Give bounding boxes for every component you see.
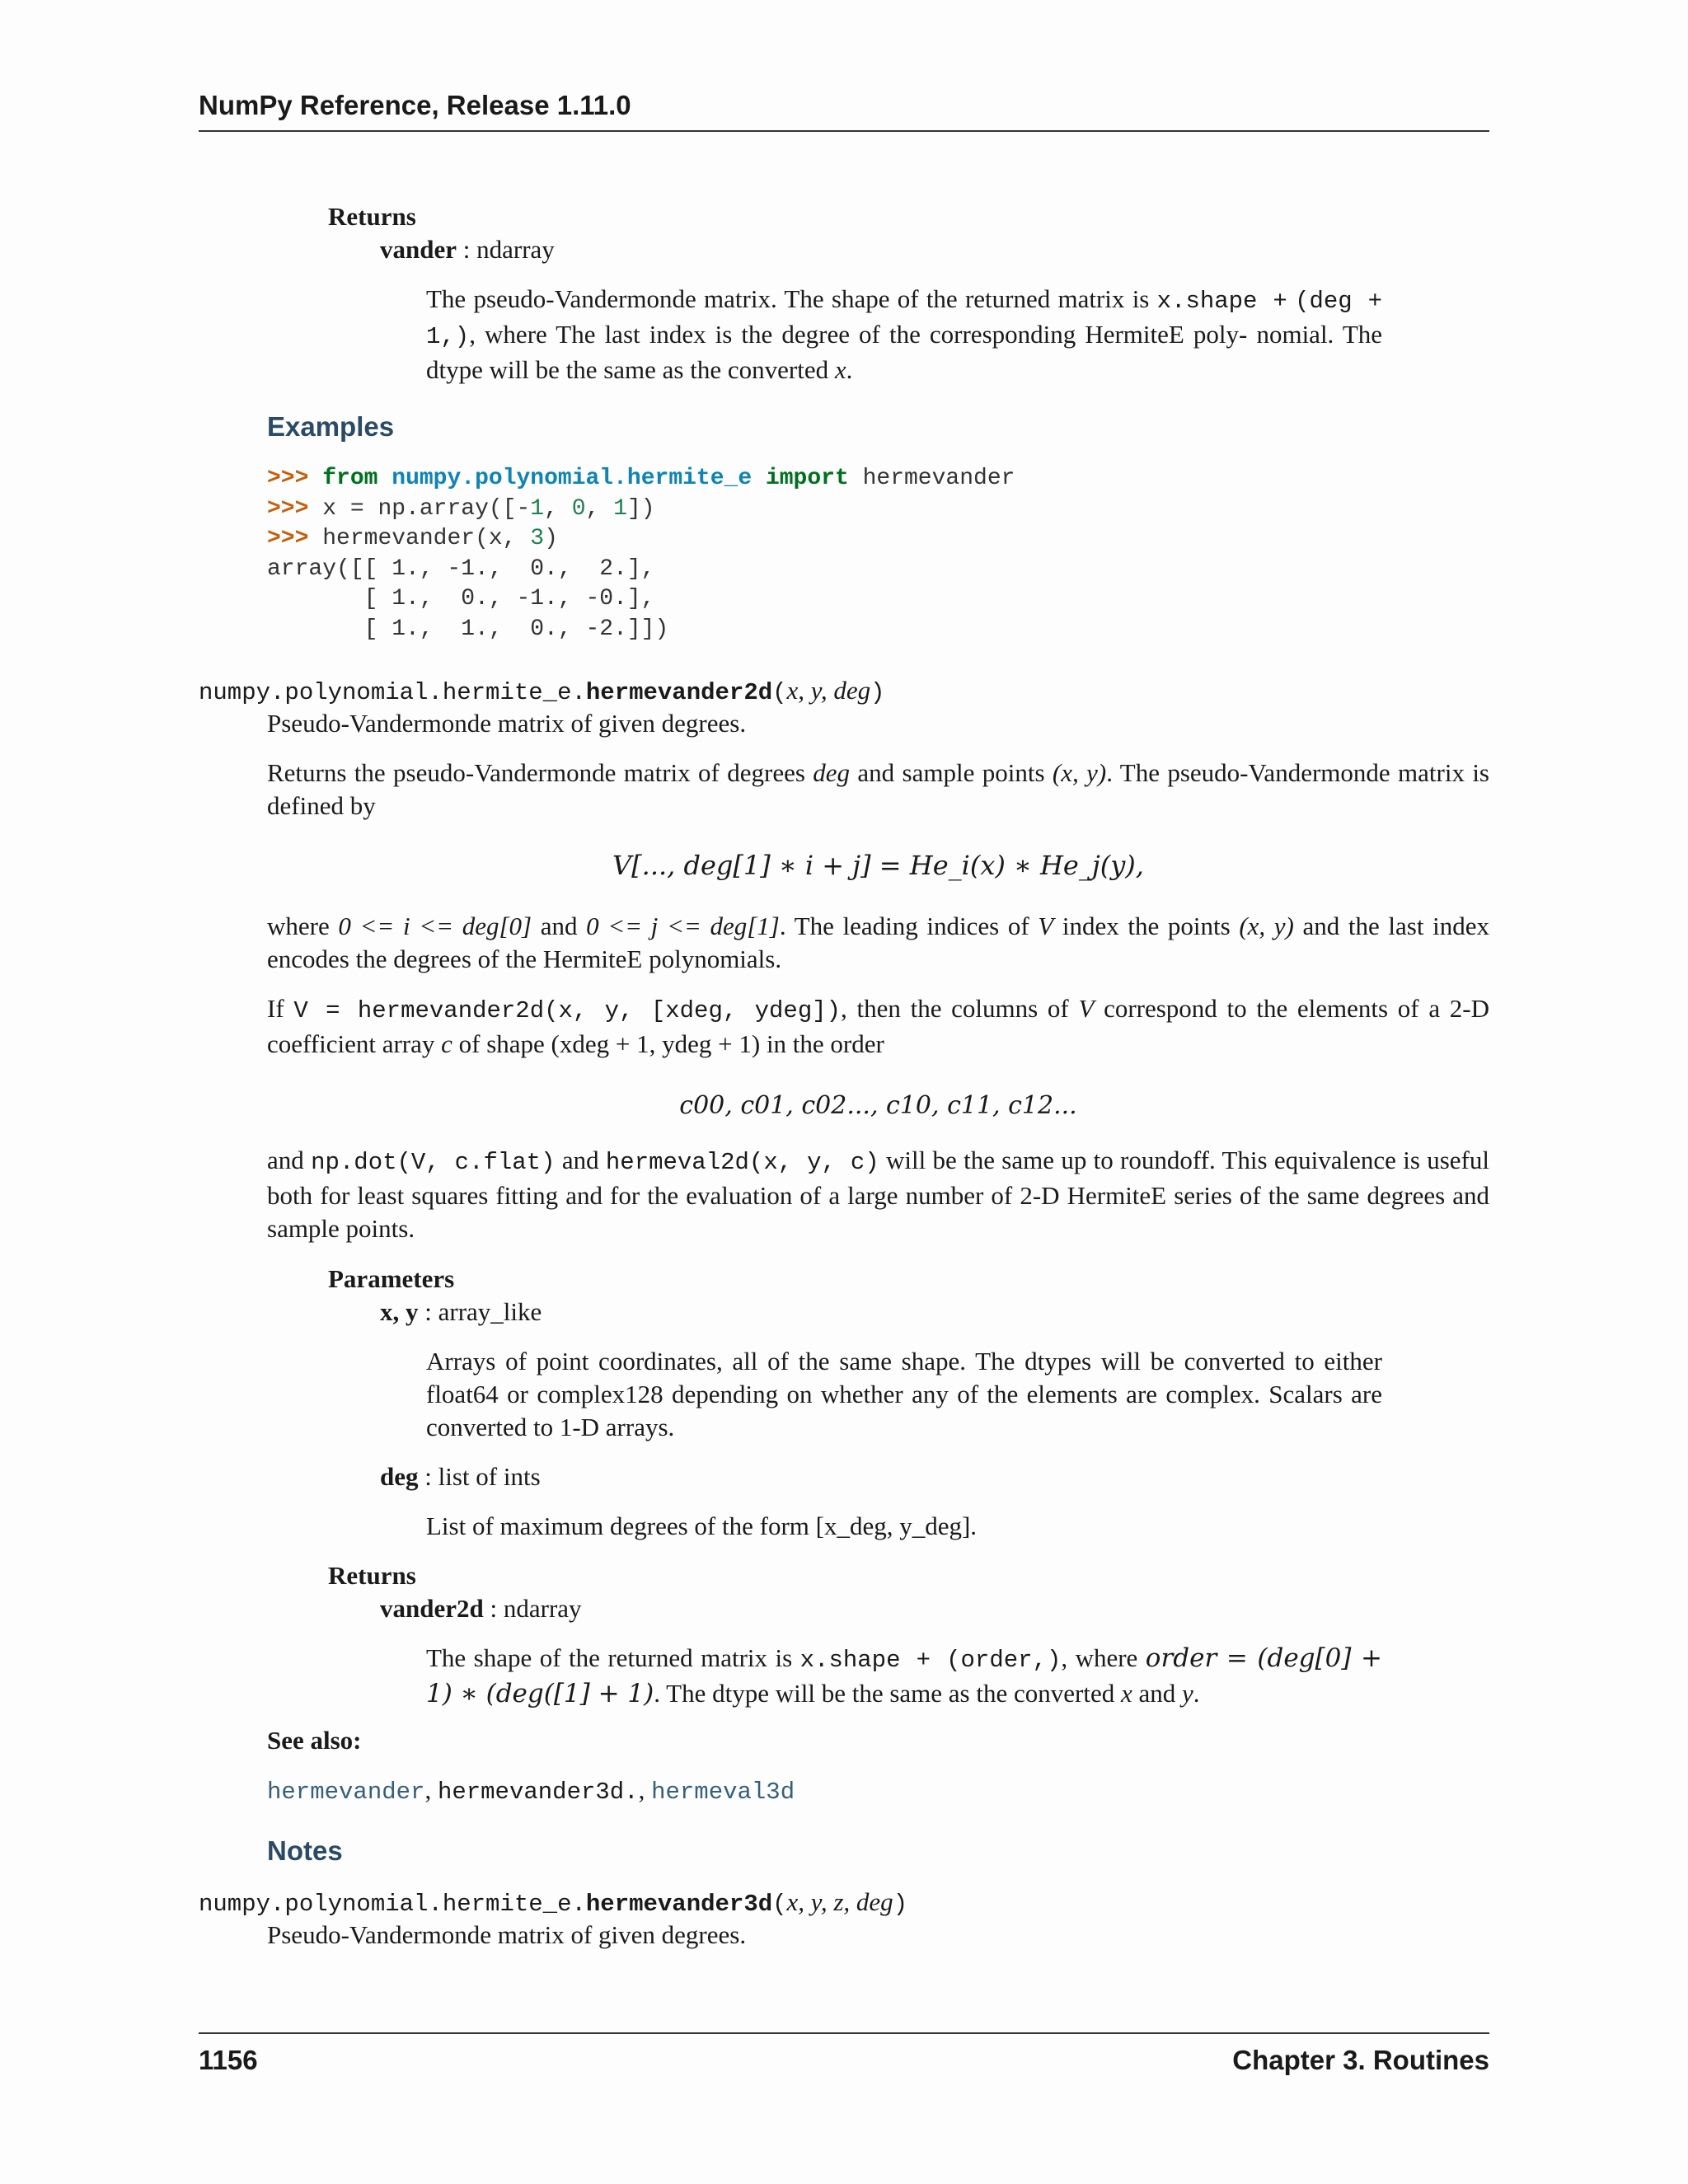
running-footer: [199, 2044, 1489, 2077]
text: . The leading indices of: [779, 912, 1039, 940]
inline-code: V = hermevander2d(x, y, [xdeg, ydeg]): [293, 997, 842, 1024]
number: 0: [571, 495, 586, 522]
function-summary: Pseudo-Vandermonde matrix of given degrees.: [267, 1920, 747, 1949]
number: 1: [613, 495, 627, 522]
parameters-label: Parameters: [328, 1264, 455, 1293]
paragraph: [267, 757, 1489, 823]
paren: (: [772, 1891, 787, 1918]
text: where: [267, 912, 339, 940]
chapter-title: Chapter 3. Routines: [1232, 2045, 1489, 2075]
text: and sample points: [850, 758, 1053, 787]
return-type: : ndarray: [457, 235, 555, 264]
see-also-list: [267, 1774, 795, 1809]
param-deg: [380, 1460, 541, 1493]
function-signature-hermevander3d: [199, 1886, 907, 1921]
text: and the last index encodes the degrees of the HermiteE polynomials.: [267, 912, 1489, 973]
see-also-link-hermeval3d[interactable]: hermeval3d: [651, 1779, 795, 1806]
module-name: numpy.polynomial.hermite_e: [392, 466, 753, 491]
equation-text: c00, c01, c02..., c10, c11, c12...: [679, 1091, 1077, 1120]
text: Returns the pseudo-Vandermonde matrix of degrees: [267, 758, 814, 787]
inline-code: np.dot(V, c.flat): [311, 1149, 556, 1176]
code-example: [267, 464, 1015, 644]
keyword: import: [765, 466, 849, 491]
text: If: [267, 994, 294, 1023]
function-signature-hermevander2d: [199, 674, 885, 710]
param-name: deg: [380, 1462, 419, 1491]
text: and: [532, 912, 587, 940]
code-text: hermevander(x,: [322, 526, 531, 551]
return-name: vander: [380, 235, 457, 264]
text: . The pseudo-Vandermonde matrix is defined by: [267, 758, 1489, 820]
inline-code: x.shape + (order,): [799, 1647, 1062, 1674]
paragraph: [267, 1144, 1489, 1245]
return-type: : ndarray: [483, 1594, 582, 1623]
text: of shape (xdeg + 1, ydeg + 1) in the order: [452, 1029, 884, 1058]
paren: ): [870, 679, 885, 706]
variable: x: [1120, 1679, 1132, 1708]
code-text: ,: [544, 495, 572, 522]
variable: (x, y): [1239, 912, 1294, 940]
text: and: [1132, 1679, 1182, 1708]
text: will be the same up to roundoff. This equivalence is useful both for least squares fitting and for the evaluation of a large number of 2-D HermiteE series of the same degrees and sample points.: [267, 1146, 1489, 1243]
prompt: >>>: [267, 466, 309, 491]
paragraph: [267, 992, 1489, 1061]
variable: 0 <= j <= deg[1]: [586, 912, 780, 940]
variable: deg: [813, 758, 851, 787]
return-field: [380, 233, 555, 266]
text: index the points: [1053, 912, 1240, 940]
code-text: ): [544, 526, 558, 551]
function-args: x, y, deg: [786, 676, 871, 705]
inline-code: (deg + 1,): [426, 288, 1383, 350]
function-name: hermevander3d: [585, 1891, 773, 1918]
running-header: NumPy Reference, Release 1.11.0: [199, 90, 631, 120]
variable: 0 <= i <= deg[0]: [338, 912, 532, 940]
returns-label: Returns: [328, 202, 416, 231]
text: The pseudo-Vandermonde matrix. The shape of the returned matrix is: [426, 284, 1157, 313]
inline-code: hermeval2d(x, y, c): [605, 1149, 879, 1176]
variable: V: [1038, 912, 1054, 940]
variable: y: [1181, 1679, 1193, 1708]
param-description: List of maximum degrees of the form [x_deg, y_deg].: [426, 1511, 978, 1540]
variable: x: [834, 355, 846, 384]
see-also-label: See also:: [267, 1726, 362, 1755]
keyword: from: [322, 466, 378, 491]
param-name: x, y: [380, 1297, 419, 1326]
paragraph: [267, 910, 1489, 976]
return-description: [426, 283, 1382, 387]
text: The shape of the returned matrix is: [426, 1643, 800, 1672]
number: 1: [530, 495, 545, 522]
code-output: [ 1., 1., 0., -2.]]): [267, 616, 669, 642]
examples-heading: Examples: [267, 411, 395, 442]
footer-rule: [199, 2032, 1489, 2034]
param-type: : list of ints: [418, 1462, 541, 1491]
param-description: Arrays of point coordinates, all of the same shape. The dtypes will be converted to either float64 or complex128 depending on whether any of the elements are complex. Scalars are converted to 1-D arrays.: [426, 1347, 1382, 1441]
inline-code: x.shape +: [1156, 288, 1287, 315]
text: , where: [1061, 1643, 1146, 1672]
module-prefix: numpy.polynomial.hermite_e.: [199, 1891, 586, 1918]
page-number: 1156: [199, 2045, 258, 2075]
text: , where The last index is the degree of the corresponding HermiteE poly-: [469, 320, 1248, 349]
text: and: [555, 1146, 606, 1174]
text: .: [1193, 1679, 1200, 1708]
text: .: [846, 355, 853, 384]
text: . The dtype will be the same as the converted: [654, 1679, 1121, 1708]
paren: ): [893, 1891, 908, 1918]
param-type: : array_like: [418, 1297, 542, 1326]
inline-equation: order = (deg[0] + 1) ∗ (deg([1] + 1): [426, 1643, 1382, 1708]
module-prefix: numpy.polynomial.hermite_e.: [199, 679, 586, 706]
separator: ,: [424, 1775, 438, 1804]
text: and: [267, 1146, 312, 1174]
prompt: >>>: [267, 526, 309, 551]
see-also-item-hermevander3d: hermevander3d.: [437, 1779, 639, 1806]
code-text: ]): [626, 495, 655, 522]
variable: V: [1078, 994, 1095, 1023]
notes-heading: Notes: [267, 1835, 343, 1866]
text: correspond to the elements of a 2-D coefficient array: [267, 994, 1489, 1058]
function-name: hermevander2d: [585, 679, 773, 706]
code-text: ,: [585, 495, 614, 522]
equation-vandermonde: [267, 849, 1489, 882]
return-field: [380, 1592, 582, 1625]
code-output: array([[ 1., -1., 0., 2.],: [267, 555, 655, 582]
function-summary: Pseudo-Vandermonde matrix of given degrees.: [267, 709, 747, 738]
number: 3: [530, 526, 545, 551]
return-name: vander2d: [380, 1594, 484, 1623]
code-text: x = np.array([-: [322, 495, 531, 522]
paren: (: [772, 679, 787, 706]
function-args: x, y, z, deg: [786, 1887, 893, 1916]
code-text: hermevander: [862, 466, 1015, 491]
prompt: >>>: [267, 495, 309, 522]
code-output: [ 1., 0., -1., -0.],: [267, 586, 655, 612]
return-description: [426, 1642, 1382, 1710]
variable: c: [441, 1029, 452, 1058]
text: nomial. The dtype will be the same as the converted: [426, 320, 1383, 384]
equation-coefficient-order: [267, 1090, 1489, 1122]
header-rule: [199, 130, 1489, 132]
variable: (x, y): [1052, 758, 1107, 787]
param-xy: [380, 1296, 542, 1329]
equation-text: V[..., deg[1] ∗ i + j] = He_i(x) ∗ He_j(y),: [612, 850, 1144, 881]
see-also-link-hermevander[interactable]: hermevander: [267, 1779, 425, 1806]
returns-label: Returns: [328, 1561, 416, 1590]
separator: ,: [638, 1775, 652, 1804]
text: , then the columns of: [841, 994, 1079, 1023]
